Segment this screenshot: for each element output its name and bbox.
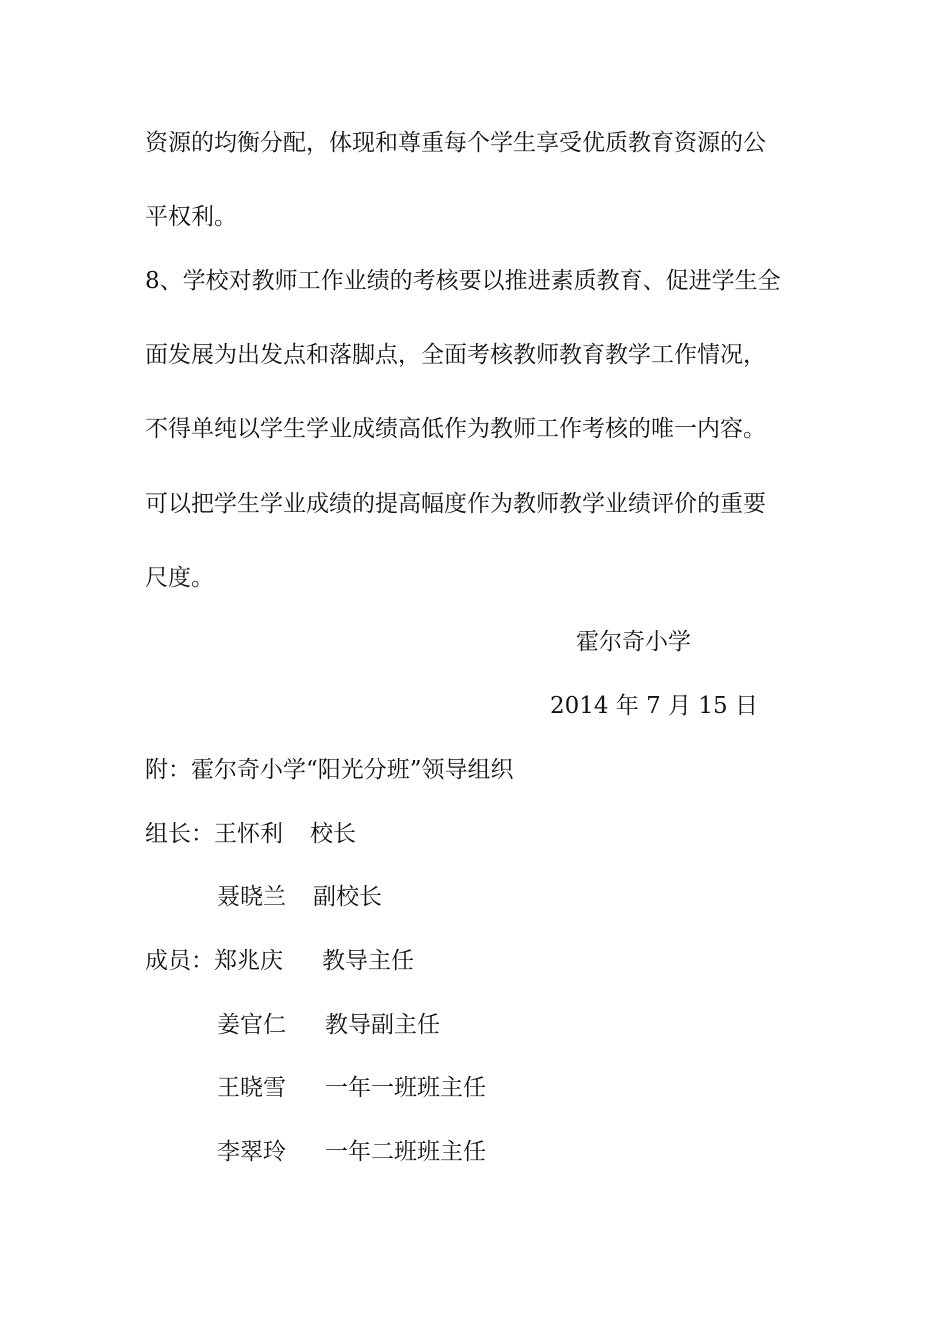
body-line: 面发展为出发点和落脚点，全面考核教师教育教学工作情况， <box>145 342 766 368</box>
leader-role: 校长 <box>310 821 356 847</box>
member-role: 一年二班班主任 <box>325 1139 486 1165</box>
member-label: 成员： <box>145 948 214 974</box>
body-line: 不得单纯以学生学业成绩高低作为教师工作考核的唯一内容。 <box>145 416 766 442</box>
signature-school: 霍尔奇小学 <box>576 629 691 655</box>
appendix-title: 附：霍尔奇小学“阳光分班”领导组织 <box>145 757 514 783</box>
body-line: 8、学校对教师工作业绩的考核要以推进素质教育、促进学生全 <box>145 268 781 294</box>
member-name: 姜官仁 <box>217 1012 286 1038</box>
body-line: 平权利。 <box>145 204 237 230</box>
signature-date: 2014 年 7 月 15 日 <box>550 693 758 719</box>
body-line: 资源的均衡分配，体现和尊重每个学生享受优质教育资源的公 <box>145 130 766 156</box>
body-line: 尺度。 <box>145 565 214 591</box>
member-row <box>217 1010 440 1040</box>
leader-name: 聂晓兰 <box>217 884 286 910</box>
member-row <box>217 1073 486 1103</box>
leader-label: 组长： <box>145 821 214 847</box>
member-row <box>217 1137 486 1167</box>
leader-name: 王怀利 <box>214 821 283 847</box>
member-name: 王晓雪 <box>217 1075 286 1101</box>
leader-row <box>145 819 356 849</box>
member-role: 教导主任 <box>322 948 414 974</box>
leader-role: 副校长 <box>313 884 382 910</box>
leader-row <box>217 882 382 912</box>
member-role: 教导副主任 <box>325 1012 440 1038</box>
member-role: 一年一班班主任 <box>325 1075 486 1101</box>
member-name: 李翠玲 <box>217 1139 286 1165</box>
member-row <box>145 946 414 976</box>
body-line: 可以把学生学业成绩的提高幅度作为教师教学业绩评价的重要 <box>145 491 766 517</box>
member-name: 郑兆庆 <box>214 948 283 974</box>
